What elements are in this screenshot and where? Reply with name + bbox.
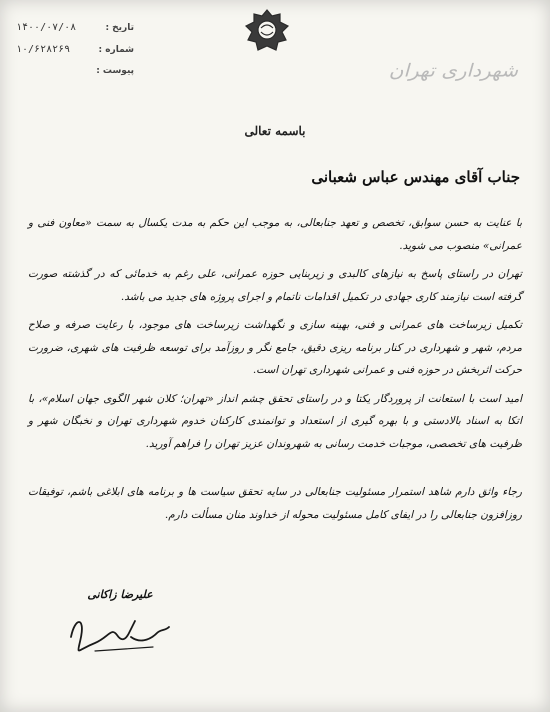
paragraph-1: با عنایت به حسن سوابق، تخصص و تعهد جنابعالی، به موجب این حکم به مدت یکسال به سمت «معاون فنی و عمرانی» منصوب می شوید. bbox=[28, 217, 522, 252]
paragraph-3: تکمیل زیرساخت های عمرانی و فنی، بهینه سازی و نگهداشت زیرساخت های موجود، با رعایت صرفه و صلاح مردم، شهر و شهرداری در کنار برنامه ریزی دقیق، جامع نگر و روزآمد برای توسعه ظرفیت های شهری، ضرورت حرکت اثربخش در حوزه فنی و عمرانی شهرداری تهران است. bbox=[28, 319, 522, 376]
date-value: ۱۴۰۰/۰۷/۰۸ bbox=[16, 22, 77, 33]
organization-name: شهرداری تهران bbox=[388, 59, 518, 81]
municipality-emblem-icon bbox=[236, 6, 298, 54]
date-label: تاریخ : bbox=[105, 23, 134, 33]
salutation: باسمه تعالی bbox=[244, 124, 306, 138]
signer-name: علیرضا زاکانی bbox=[87, 588, 153, 601]
handwritten-signature bbox=[65, 607, 175, 655]
number-value: ۱۰/۶۲۸۲۶۹ bbox=[16, 44, 71, 55]
paragraph-5: رجاء واثق دارم شاهد استمرار مسئولیت جنابعالی در سایه تحقق سیاست ها و برنامه های ابلاغی باشم، توفیقات روزافزون جنابعالی را در ایفای کامل مسئولیت محوله از خداوند منان مسألت دارم. bbox=[28, 486, 522, 521]
signature-block bbox=[60, 588, 180, 655]
paragraph-2: تهران در راستای پاسخ به نیازهای کالبدی و زیربنایی حوزه عمرانی، علی رغم به خدمائی که در گذشته صورت گرفته است نیازمند کاری جهادی در تکمیل اقدامات ناتمام و اجرای پروژه های جدید می باشد. bbox=[28, 268, 522, 303]
number-label: شماره : bbox=[98, 45, 134, 55]
letter-body bbox=[28, 212, 522, 532]
recipient-line: جناب آقای مهندس عباس شعبانی bbox=[311, 168, 520, 186]
number-row bbox=[16, 44, 134, 66]
letter-meta bbox=[16, 22, 134, 88]
attachment-label: پیوست : bbox=[96, 66, 134, 76]
attachment-row bbox=[16, 66, 134, 88]
date-row bbox=[16, 22, 134, 44]
paragraph-4: امید است با استعانت از پروردگار یکتا و در راستای تحقق چشم انداز «تهران؛ کلان شهر الگوی جهان اسلام»، با اتکا به اسناد بالادستی و با بهره گیری از استعداد و توانمندی کارکنان خدوم شهرداری تهران و نخبگان شهر و ظرفیت های تخصصی، موجبات خدمت رسانی به شهروندان عزیز تهران را فراهم آورید. bbox=[28, 392, 522, 450]
